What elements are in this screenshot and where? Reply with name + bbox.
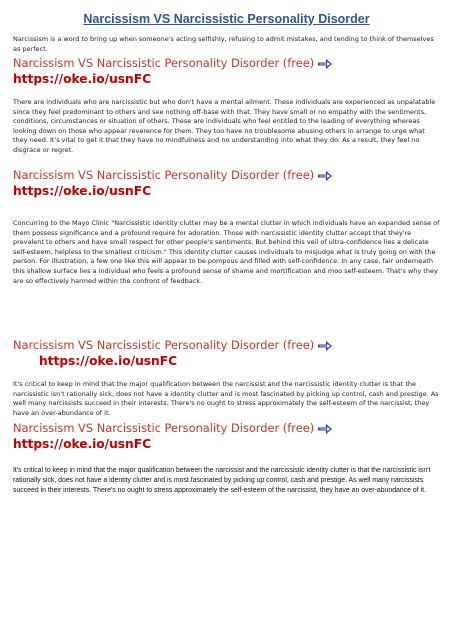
promo-text: Narcissism VS Narcissistic Personality Disorder (free) bbox=[13, 421, 315, 435]
paragraph-qualification: It's critical to keep in mind that the major qualification between the narcissist and the narcissistic identity clutter is that the narcissistic isn't rationally sick, does not have a identity clutter and is most fascinated by picking up control, cash and prestige. As well many narcissists succeed in their interests. There's no ought to stress approximately the self-esteem of the narcissist, they have an over-abundance of it. bbox=[13, 380, 439, 417]
promo-line[interactable] bbox=[13, 337, 443, 353]
right-arrow-icon bbox=[318, 59, 332, 69]
promo-block-3 bbox=[13, 337, 443, 369]
promo-text: Narcissism VS Narcissistic Personality Disorder (free) bbox=[13, 56, 315, 70]
right-arrow-icon bbox=[318, 424, 332, 434]
promo-text: Narcissism VS Narcissistic Personality Disorder (free) bbox=[13, 168, 315, 182]
paragraph-mayo-clinic: Concurring to the Mayo Clinic "Narcissistic identity clutter may be a mental clutter in which individuals have an expanded sense of them possess significance and a profound require for adoration. Those with narcissistic identity clutter accept that they're prevalent to others and have small respect for other people's sentiments. But behind this veil of ultra-confidence lies a delicate self-esteem, helpless to the smallest criticism." This identity clutter causes individuals to misjudge what is truly going on with the person. For illustration, a few one like this will appear to be pompous and filled with self-confidence. In any case, fair underneath this shallow surface lies a individual who feels a profound sense of shame and mortification and moo self-esteem. That's why they are so effectively harmed within the confront of feedback. bbox=[13, 219, 440, 285]
promo-text: Narcissism VS Narcissistic Personality Disorder (free) bbox=[13, 338, 315, 352]
promo-block-2 bbox=[13, 167, 443, 199]
promo-line[interactable] bbox=[13, 55, 443, 71]
promo-link[interactable]: https://oke.io/usnFC bbox=[39, 354, 178, 368]
paragraph-qualification-repeat: It's critical to keep in mind that the major qualification between the narcissist and the narcissistic identity clutter is that the narcissistic isn't rationally sick, does not have a identity clutter and is most fascinated by picking up control, cash and prestige. As well many narcissists succeed in their interests. There's no ought to stress approximately the self-esteem of the narcissist, they have an over-abundance of it. bbox=[13, 467, 431, 494]
right-arrow-icon bbox=[318, 341, 332, 351]
paragraph-narcissists: There are individuals who are narcissistic but who don't have a mental ailment. These individuals are experienced as unpalatable since they feel predominant to others and see nothing off-base with that. They have small or no empathy with the sentiments, conditions, circumstances or situation of others. These are individuals who feel entitled to the leading of everything whereas looking down on those who appear reverence for them. They too have no troublesome abusing others in arrange to urge what they need. It's vital to get it that they have no mindfulness and no understanding into what they do. As a result, they feel no disgrace or regret. bbox=[13, 98, 436, 154]
promo-line[interactable] bbox=[13, 167, 443, 183]
promo-line[interactable] bbox=[13, 420, 443, 436]
promo-link[interactable]: https://oke.io/usnFC bbox=[13, 437, 152, 451]
promo-block-1 bbox=[13, 55, 443, 87]
right-arrow-icon bbox=[318, 171, 332, 181]
paragraph-intro: Narcissism is a word to bring up when someone's acting selfishly, refusing to admit mistakes, and tending to think of themselves as perfect. bbox=[13, 35, 434, 53]
document-title: Narcissism VS Narcissistic Personality Disorder bbox=[83, 12, 370, 26]
promo-link[interactable]: https://oke.io/usnFC bbox=[13, 184, 152, 198]
promo-link[interactable]: https://oke.io/usnFC bbox=[13, 72, 152, 86]
promo-block-4 bbox=[13, 420, 443, 452]
